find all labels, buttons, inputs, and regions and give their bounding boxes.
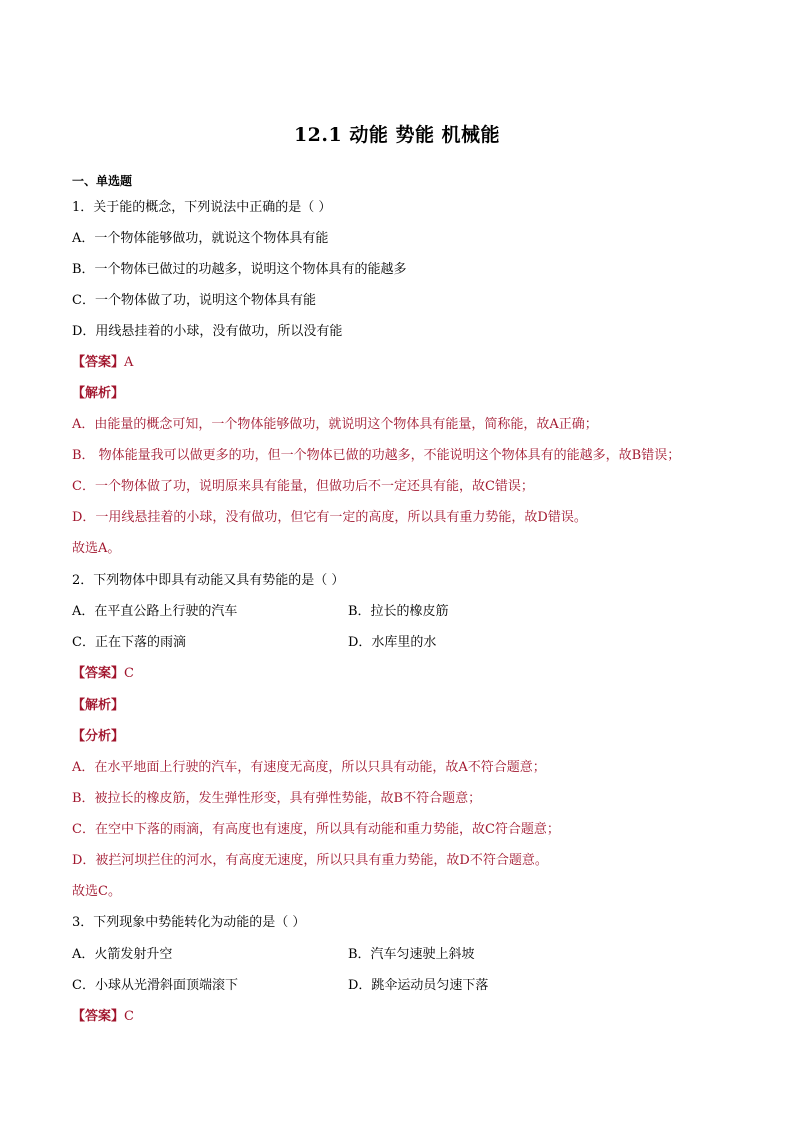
q1-answer-label: 【答案】 [72,355,125,370]
q1-analysis-b: B． 物体能量我可以做更多的功，但一个物体已做的功越多，不能说明这个物体具有的能越多，故B错误； [72,448,681,463]
q1-analysis-a: A．由能量的概念可知，一个物体能够做功，就说明这个物体具有能量，简称能，故A正确； [72,417,598,432]
q2-option-a: A．在平直公路上行驶的汽车 [72,604,238,619]
q1-answer-value: A [124,355,134,370]
q1-option-b: B．一个物体已做过的功越多，说明这个物体具有的能越多 [72,262,407,277]
q3-answer [72,1008,134,1026]
q2-answer [72,665,134,683]
q2-answer-label: 【答案】 [72,666,125,681]
q2-analysis-c: C．在空中下落的雨滴，有高度也有速度，所以具有动能和重力势能，故C符合题意； [72,822,560,837]
q3-answer-value: C [124,1009,134,1024]
q2-conclusion: 故选C。 [72,884,121,899]
q1-conclusion: 故选A。 [72,541,121,556]
q1-option-c: C．一个物体做了功，说明这个物体具有能 [72,293,316,308]
q2-stem: 2．下列物体中即具有动能又具有势能的是（ ） [72,573,345,588]
q3-option-c: C．小球从光滑斜面顶端滚下 [72,978,238,993]
q3-option-b: B．汽车匀速驶上斜坡 [348,947,475,962]
q2-analysis-a: A．在水平地面上行驶的汽车，有速度无高度，所以只具有动能，故A不符合题意； [72,760,546,775]
q1-analysis-d: D．一用线悬挂着的小球，没有做功，但它有一定的高度，所以具有重力势能，故D错误。 [72,510,587,525]
q3-option-d: D．跳伞运动员匀速下落 [348,978,489,993]
q2-analysis-b: B．被拉长的橡皮筋，发生弹性形变，具有弹性势能，故B不符合题意； [72,791,482,806]
q1-analysis-label: 【解析】 [72,386,125,401]
q3-stem: 3．下列现象中势能转化为动能的是（ ） [72,915,306,930]
q1-stem: 1．关于能的概念，下列说法中正确的是（ ） [72,200,332,215]
q2-analysis-label: 【解析】 [72,698,125,713]
page-title: 12.1 动能 势能 机械能 [293,124,501,146]
q2-analysis-d: D．被拦河坝拦住的河水，有高度无速度，所以只具有重力势能，故D不符合题意。 [72,853,548,868]
q3-option-a: A．火箭发射升空 [72,947,173,962]
q2-option-c: C．正在下落的雨滴 [72,635,186,650]
q2-answer-value: C [124,666,134,681]
q1-answer [72,354,133,372]
q2-option-d: D．水库里的水 [348,635,437,650]
q2-option-b: B．拉长的橡皮筋 [348,604,449,619]
q1-option-a: A．一个物体能够做功，就说这个物体具有能 [72,231,329,246]
q1-analysis-c: C．一个物体做了功，说明原来具有能量，但做功后不一定还具有能，故C错误； [72,479,534,494]
section-heading: 一、单选题 [72,174,133,188]
q1-option-d: D．用线悬挂着的小球，没有做功，所以没有能 [72,324,343,339]
q2-fenxi-label: 【分析】 [72,729,125,744]
q3-answer-label: 【答案】 [72,1009,125,1024]
